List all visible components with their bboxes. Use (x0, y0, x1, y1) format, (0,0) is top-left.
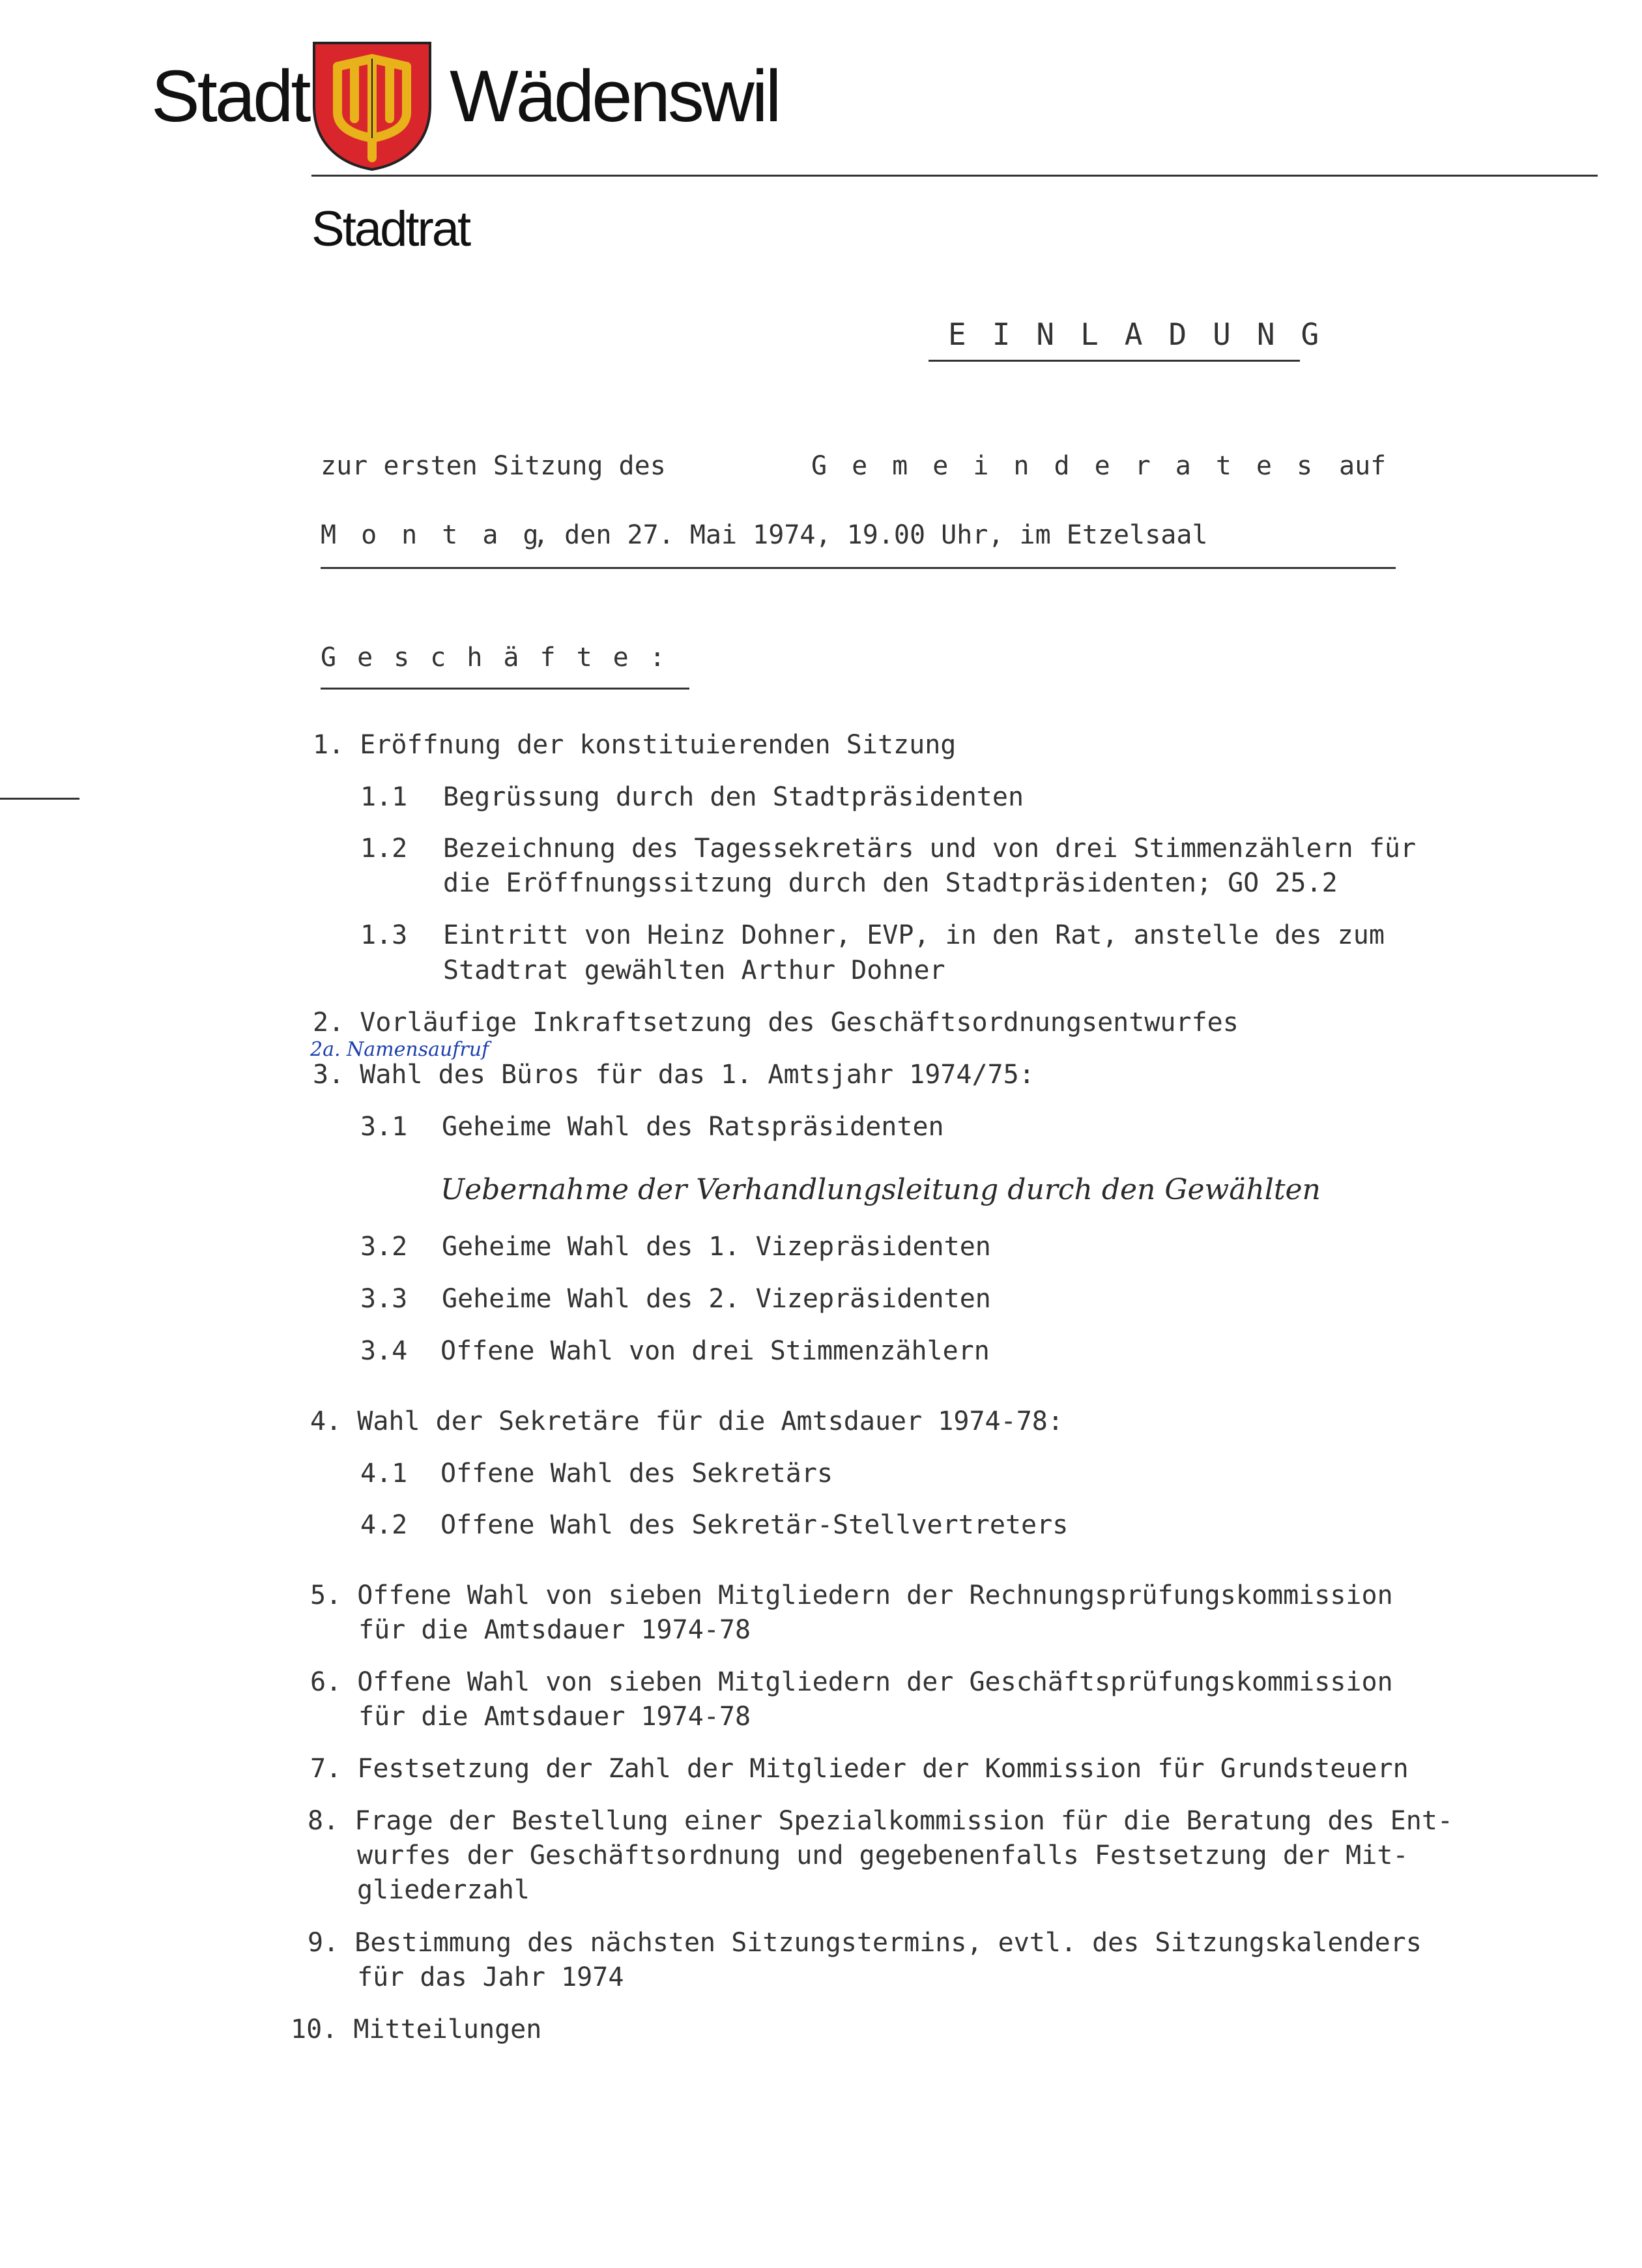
agenda-item-6-line-1: 6. Offene Wahl von sieben Mitgliedern der Geschäftsprüfungskommission (310, 1667, 1393, 1697)
agenda-item-10: 10. Mitteilungen (291, 2014, 542, 2044)
agenda-item-1-2-line-1: Bezeichnung des Tagessekretärs und von drei Stimmenzählern für (443, 834, 1417, 864)
margin-mark (0, 798, 79, 800)
agenda-item-2: 2. Vorläufige Inkraftsetzung des Geschäftsordnungsentwurfes (313, 1008, 1239, 1038)
agenda-item-7: 7. Festsetzung der Zahl der Mitglieder der Kommission für Grundsteuern (310, 1754, 1409, 1784)
agenda-item-9-line-2: für das Jahr 1974 (357, 1962, 624, 1992)
agenda-item-1-1-number: 1.1 (360, 782, 408, 812)
letterhead-rule (311, 175, 1598, 177)
agenda-item-9-line-1: 9. Bestimmung des nächsten Sitzungstermins, evtl. des Sitzungskalenders (308, 1928, 1422, 1958)
agenda-item-1-3-number: 1.3 (360, 920, 408, 950)
handwritten-note-2a: 2a. Namensaufruf (310, 1038, 489, 1061)
agenda-item-4-1-number: 4.1 (360, 1459, 408, 1489)
agenda-item-3-1-number: 3.1 (360, 1112, 408, 1142)
agenda-item-8-line-2: wurfes der Geschäftsordnung und gegebenenfalls Festsetzung der Mit- (357, 1840, 1409, 1870)
agenda-item-1-2-line-2: die Eröffnungssitzung durch den Stadtpräsidenten; GO 25.2 (443, 868, 1338, 898)
intro-line-1-suffix: auf (1339, 451, 1387, 481)
agenda-item-3-4-number: 3.4 (360, 1336, 408, 1366)
agenda-item-4-1: Offene Wahl des Sekretärs (440, 1459, 833, 1489)
agenda-item-3-1: Geheime Wahl des Ratspräsidenten (442, 1112, 944, 1142)
intro-line-2-spaced: Montag (321, 520, 564, 550)
agenda-item-1-1: Begrüssung durch den Stadtpräsidenten (443, 782, 1024, 812)
agenda-item-1-3-line-2: Stadtrat gewählten Arthur Dohner (443, 955, 945, 985)
agenda-item-6-line-2: für die Amtsdauer 1974-78 (358, 1702, 751, 1732)
agenda-item-3-3: Geheime Wahl des 2. Vizepräsidenten (442, 1284, 991, 1314)
agenda-heading: Geschäfte: (321, 643, 686, 673)
agenda-item-5-line-1: 5. Offene Wahl von sieben Mitgliedern der Rechnungsprüfungskommission (310, 1580, 1393, 1610)
document-title: EINLADUNG (948, 317, 1346, 352)
title-underline (929, 360, 1300, 362)
agenda-item-3: 3. Wahl des Büros für das 1. Amtsjahr 1974/75: (313, 1060, 1035, 1090)
agenda-item-8-line-3: gliederzahl (357, 1875, 530, 1905)
agenda-item-4: 4. Wahl der Sekretäre für die Amtsdauer 1974-78: (310, 1406, 1063, 1436)
agenda-item-8-line-1: 8. Frage der Bestellung einer Spezialkommission für die Beratung des Ent- (308, 1806, 1453, 1836)
agenda-item-4-2: Offene Wahl des Sekretär-Stellvertreters (440, 1510, 1069, 1540)
agenda-item-3-handwritten: Uebernahme der Verhandlungsleitung durch den Gewählten (440, 1173, 1321, 1206)
agenda-item-3-3-number: 3.3 (360, 1284, 408, 1314)
agenda-item-1: 1. Eröffnung der konstituierenden Sitzung (313, 730, 957, 760)
letterhead-city-right: Wädenswil (450, 55, 779, 137)
agenda-item-1-3-line-1: Eintritt von Heinz Dohner, EVP, in den Rat, anstelle des zum (443, 920, 1385, 950)
agenda-item-3-2-number: 3.2 (360, 1232, 408, 1262)
intro-underline (321, 567, 1396, 569)
agenda-item-3-2: Geheime Wahl des 1. Vizepräsidenten (442, 1232, 991, 1262)
agenda-item-3-4: Offene Wahl von drei Stimmenzählern (440, 1336, 990, 1366)
agenda-item-4-2-number: 4.2 (360, 1510, 408, 1540)
intro-line-1-prefix: zur ersten Sitzung des (321, 451, 666, 481)
city-crest-icon (311, 40, 433, 171)
letterhead-city-left: Stadt (151, 55, 309, 137)
agenda-heading-underline (321, 688, 689, 690)
agenda-item-1-2-number: 1.2 (360, 834, 408, 864)
department-label: Stadtrat (311, 201, 470, 257)
agenda-item-5-line-2: für die Amtsdauer 1974-78 (358, 1615, 751, 1645)
intro-line-1-spaced: Gemeinderates (811, 451, 1338, 481)
intro-line-2-rest: , den 27. Mai 1974, 19.00 Uhr, im Etzelsaal (533, 520, 1208, 550)
